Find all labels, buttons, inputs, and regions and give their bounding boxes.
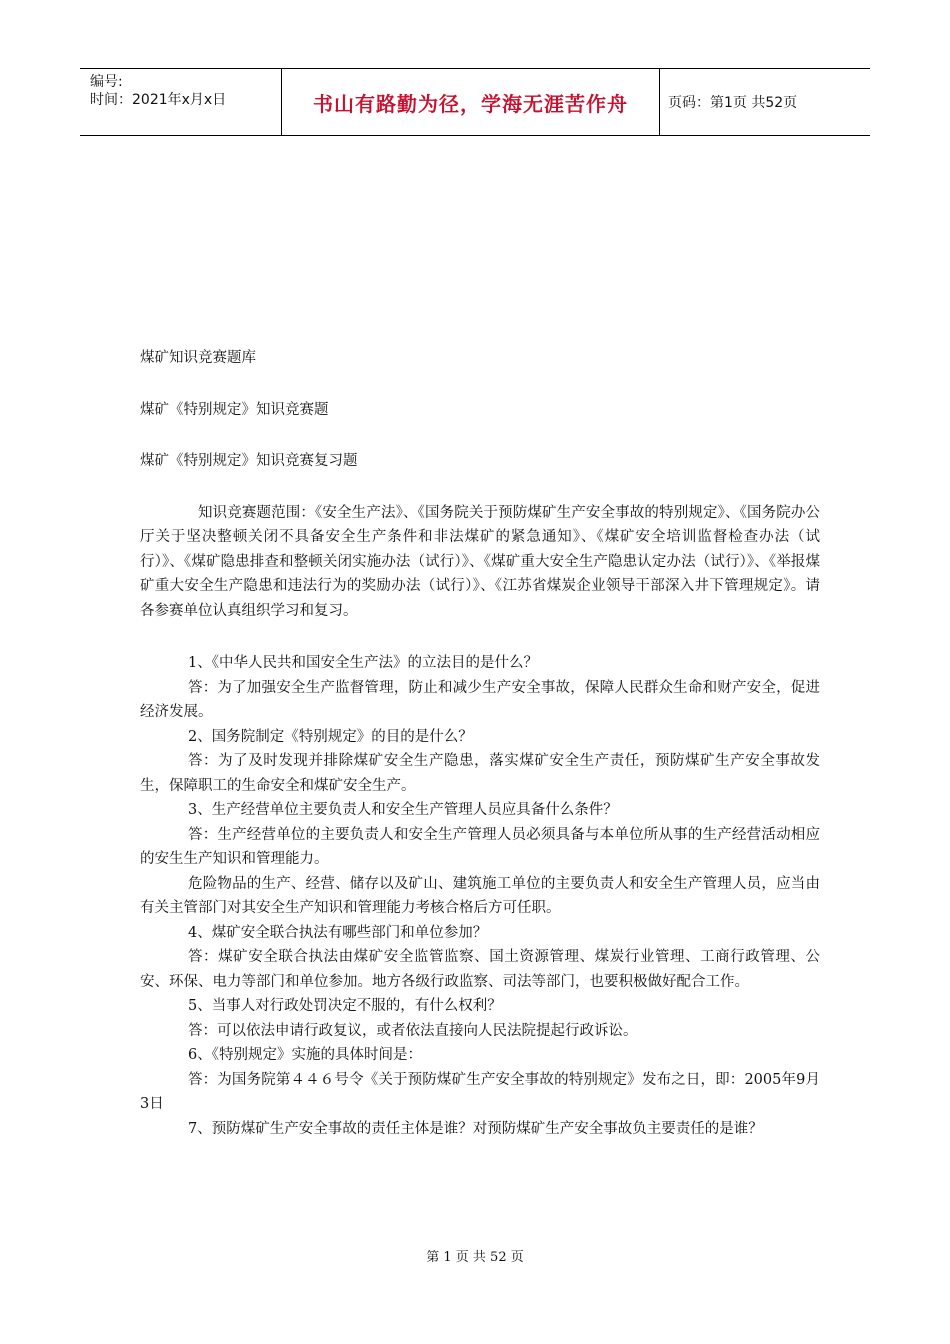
question-5: 5、当事人对行政处罚决定不服的，有什么权利？ bbox=[188, 998, 502, 1014]
page-header bbox=[80, 68, 870, 136]
question-1: 1、《中华人民共和国安全生产法》的立法目的是什么？ bbox=[188, 655, 538, 671]
code-label: 编号: bbox=[90, 74, 123, 90]
answer-4: 答：煤矿安全联合执法由煤矿安全监管监察、国土资源管理、煤炭行业管理、工商行政管理、公安、环保、电力等部门和单位参加。地方各级行政监察、司法等部门，也要积极做好配合工作。 bbox=[140, 949, 820, 990]
question-7: 7、预防煤矿生产安全事故的责任主体是谁？对预防煤矿生产安全事故负主要责任的是谁？ bbox=[188, 1120, 763, 1137]
header-meta bbox=[80, 69, 282, 135]
question-3: 3、生产经营单位主要负责人和安全生产管理人员应具备什么条件？ bbox=[188, 802, 618, 818]
header-page-info: 页码：第1页 共52页 bbox=[668, 95, 798, 111]
answer-3: 答：生产经营单位的主要负责人和安全生产管理人员必须具备与本单位所从事的生产经营活动相应的安生生产知识和管理能力。 bbox=[140, 826, 820, 867]
question-2: 2、国务院制定《特别规定》的目的是什么？ bbox=[188, 728, 473, 745]
intro-paragraph: 知识竞赛题范围：《安全生产法》、《国务院关于预防煤矿生产安全事故的特别规定》、《国务院办公厅关于坚决整顿关闭不具备安全生产条件和非法煤矿的紧急通知》、《煤矿安全培训监督检查办法（试行）》、《煤矿隐患排查和整顿关闭实施办法（试行）》、《煤矿重大安全生产隐患认定办法（试行）》、《举报煤矿重大安全生产隐患和违法行为的奖励办法（试行）》、《江苏省煤炭企业领导干部深入井下管理规定》。请各参赛单位认真组织学习和复习。 bbox=[140, 504, 820, 619]
answer-1: 答：为了加强安全生产监督管理，防止和减少生产安全事故，保障人民群众生命和财产安全，促进经济发展。 bbox=[140, 679, 820, 720]
answer-3-continued: 危险物品的生产、经营、储存以及矿山、建筑施工单位的主要负责人和安全生产管理人员，应当由有关主管部门对其安全生产知识和管理能力考核合格后方可任职。 bbox=[140, 875, 820, 916]
header-motto: 书山有路勤为径，学海无涯苦作舟 bbox=[282, 69, 660, 135]
doc-title-1: 煤矿知识竞赛题库 bbox=[140, 350, 256, 366]
qa-list bbox=[140, 651, 820, 1141]
answer-2: 答：为了及时发现并排除煤矿安全生产隐患，落实煤矿安全生产责任，预防煤矿生产安全事故发生，保障职工的生命安全和煤矿安全生产。 bbox=[140, 753, 820, 794]
answer-5: 答：可以依法申请行政复议，或者依法直接向人民法院提起行政诉讼。 bbox=[188, 1022, 638, 1039]
question-6: 6、《特别规定》实施的具体时间是： bbox=[188, 1047, 422, 1063]
answer-6: 答：为国务院第４４６号令《关于预防煤矿生产安全事故的特别规定》发布之日，即：2005年9月3日 bbox=[140, 1071, 820, 1112]
doc-title-2: 煤矿《特别规定》知识竞赛题 bbox=[140, 401, 329, 418]
date-label: 时间：2021年x月x日 bbox=[90, 92, 227, 108]
document-body bbox=[140, 346, 820, 1141]
doc-title-3: 煤矿《特别规定》知识竞赛复习题 bbox=[140, 453, 358, 469]
page-footer: 第 1 页 共 52 页 bbox=[426, 1250, 524, 1265]
question-4: 4、煤矿安全联合执法有哪些部门和单位参加？ bbox=[188, 924, 488, 941]
